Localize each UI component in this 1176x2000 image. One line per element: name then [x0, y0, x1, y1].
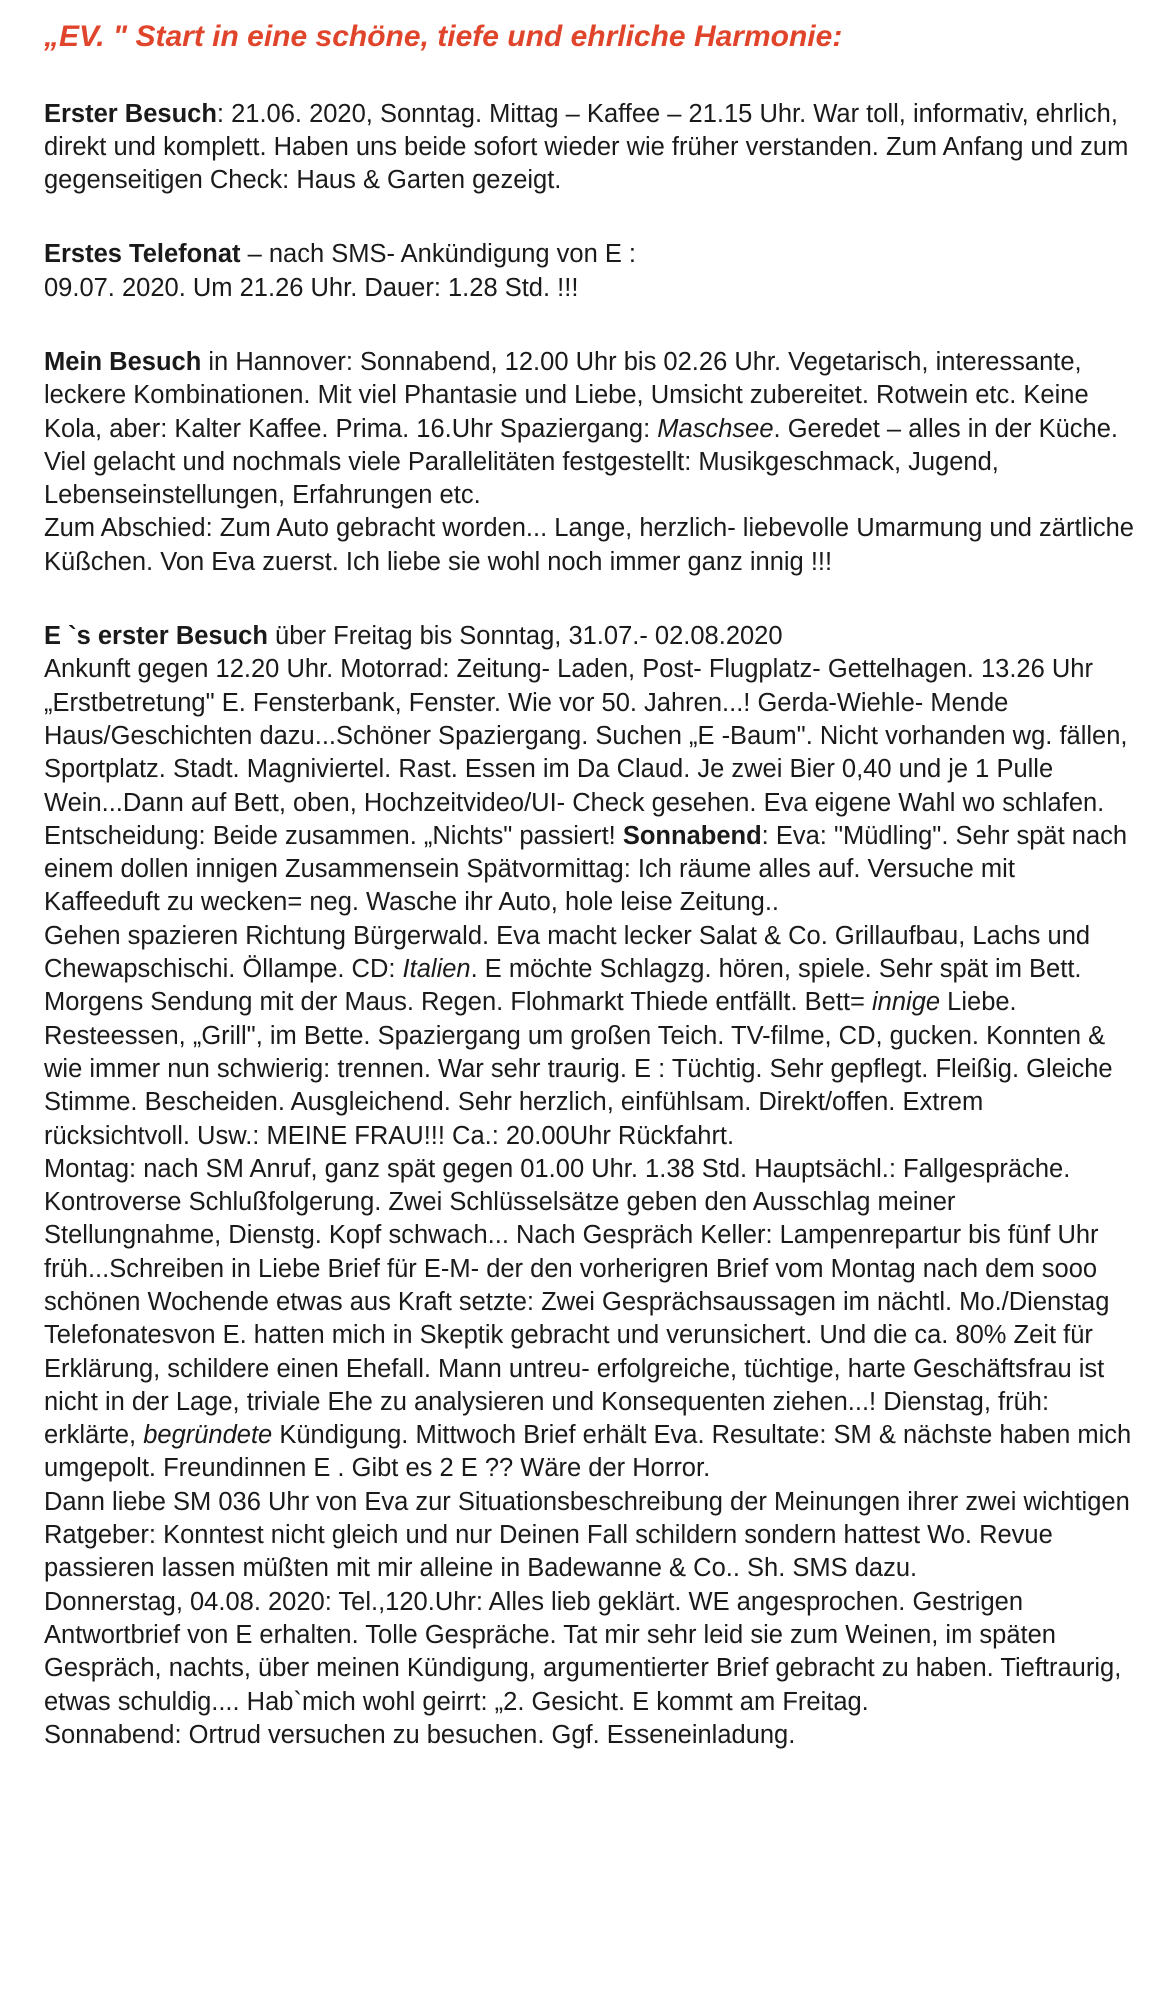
long-visit-paragraph-3 — [44, 1153, 1136, 1486]
long-visit-heading: E `s erster Besuch — [44, 622, 268, 651]
my-visit-text-2: . Geredet – alles in der Küche. Viel gelacht und nochmals viele Parallelitäten festgestellt: Musikgeschmack, Jugend, Lebenseinstellungen, Erfahrungen etc. — [44, 414, 1118, 510]
first-call-heading: Erstes Telefonat — [44, 240, 241, 269]
long-visit-p2-em2: innige — [872, 988, 941, 1017]
long-visit-heading-line — [44, 620, 1136, 653]
document-title: „EV. " Start in eine schöne, tiefe und ehrliche Harmonie: — [44, 20, 843, 53]
long-visit-p3a: Montag: nach SM Anruf, ganz spät gegen 01.00 Uhr. 1.38 Std. Hauptsächl.: Fallgespräche. Kontroverse Schlußfolgerung. Zwei Schlüsselsätze geben den Ausschlag meiner Stellungnahme, Dienstg. Kopf schwach... Nach Gespräch Keller: Lampenrepartur bis fünf Uhr früh...Schreiben in Liebe Brief für E-M- der den vorherigren Brief vom Montag nach dem sooo schönen Wochende etwas aus Kraft setzte: Zwei Gesprächsaussagen im nächtl. Mo./Dienstag Telefonatesvon E. hatten mich in Skeptik gebracht und verunsichert. Und die ca. 80% Zeit für Erklärung, schildere einen Ehefall. Mann untreu- erfolgreiche, tüchtige, harte Geschäftsfrau ist nicht in der Lage, triviale Ehe zu analysieren und Konsequenten ziehen...! Dienstag, früh: erklärte, — [44, 1154, 1110, 1450]
long-visit-p3-em: begründete — [143, 1421, 273, 1450]
long-visit-p2a: Gehen spazieren Richtung Bürgerwald. Eva macht lecker Salat & Co. Grillaufbau, Lachs und Chewapschischi. Öllampe. CD: — [44, 921, 1091, 984]
first-call-date: 09.07. 2020. Um 21.26 Uhr. Dauer: 1.28 Std. !!! — [44, 273, 579, 302]
long-visit-p3b: Kündigung. Mittwoch Brief erhält Eva. Resultate: SM & nächste haben mich umgepolt. Freundinnen E . Gibt es 2 E ?? Wäre der Horror. — [44, 1421, 1132, 1483]
long-visit-paragraph-5: Donnerstag, 04.08. 2020: Tel.,120.Uhr: Alles lieb geklärt. WE angesprochen. Gestrigen Antwortbrief von E erhalten. Tolle Gespräche. Tat mir sehr leid sie zum Weinen, im späten Gespräch, nachts, über meinen Kündigung, argumentierter Brief gebracht zu haben. Tieftraurig, etwas schuldig.... Hab`mich wohl geirrt: „2. Gesicht. E kommt am Freitag. — [44, 1587, 1122, 1716]
first-visit-heading: Erster Besuch — [44, 99, 217, 128]
my-visit-heading: Mein Besuch — [44, 347, 202, 376]
long-visit-paragraph-6: Sonnabend: Ortrud versuchen zu besuchen. Ggf. Esseneinladung. — [44, 1720, 796, 1749]
long-visit-p1-text: Ankunft gegen 12.20 Uhr. Motorrad: Zeitung- Laden, Post- Flugplatz- Gettelhagen. 13.26 Uhr „Erstbetretung" E. Fensterbank, Fenster. Wie vor 50. Jahren...! Gerda-Wiehle- Mende Haus/Geschichten dazu...Schöner Spaziergang. Suchen „E -Baum". Nicht vorhanden wg. fällen, Sportplatz. Stadt. Magniviertel. Rast. Essen im Da Claud. Je zwei Bier 0,40 und je 1 Pulle Wein...Dann auf Bett, oben, Hochzeitvideo/UI- Check gesehen. Eva eigene Wahl wo schlafen. Entscheidung: Beide zusammen. „Nichts" passiert! — [44, 655, 1128, 850]
first-call-text: – nach SMS- Ankündigung von E : — [240, 240, 637, 269]
first-call-paragraph — [44, 238, 1136, 271]
my-visit-paragraph — [44, 346, 1136, 512]
my-visit-text: in Hannover: Sonnabend, 12.00 Uhr bis 02.26 Uhr. Vegetarisch, interessante, leckere Kombinationen. Mit viel Phantasie und Liebe, Umsicht zubereitet. Rotwein etc. Keine Kola, aber: Kalter Kaffee. Prima. 16.Uhr Spaziergang: — [44, 347, 1089, 443]
section-first-visit — [44, 98, 1136, 198]
long-visit-paragraph-1 — [44, 653, 1136, 919]
long-visit-paragraph-4: Dann liebe SM 036 Uhr von Eva zur Situationsbeschreibung der Meinungen ihrer zwei wichtigen Ratgeber: Konntest nicht gleich und nur Deinen Fall schildern sondern hattest Wo. Revue passieren lassen müßten mit mir alleine in Badewanne & Co.. Sh. SMS dazu. — [44, 1487, 1130, 1583]
my-visit-farewell: Zum Abschied: Zum Auto gebracht worden... Lange, herzlich- liebevolle Umarmung und zärtliche Küßchen. Von Eva zuerst. Ich liebe sie wohl noch immer ganz innig !!! — [44, 514, 1134, 576]
long-visit-p1-bold: Sonnabend — [622, 821, 762, 850]
long-visit-dates: über Freitag bis Sonntag, 31.07.- 02.08.2020 — [267, 622, 783, 651]
my-visit-emphasis: Maschsee — [657, 414, 774, 443]
first-visit-paragraph — [44, 98, 1136, 198]
long-visit-paragraph-2 — [44, 920, 1136, 1153]
long-visit-p2c: Liebe. Resteessen, „Grill", im Bette. Spaziergang um großen Teich. TV-filme, CD, gucken. Konnten & wie immer nun schwierig: trennen. War sehr traurig. E : Tüchtig. Sehr gepflegt. Fleißig. Gleiche Stimme. Bescheiden. Ausgleichend. Sehr herzlich, einfühlsam. Direkt/offen. Extrem rücksichtvoll. Usw.: MEINE FRAU!!! Ca.: 20.00Uhr Rückfahrt. — [44, 988, 1113, 1150]
long-visit-p1-rest: : Eva: "Müdling". Sehr spät nach einem dollen innigen Zusammensein Spätvormittag: Ich räume alles auf. Versuche mit Kaffeeduft zu wecken= neg. Wasche ihr Auto, hole leise Zeitung.. — [44, 821, 1128, 917]
section-long-visit — [44, 620, 1136, 1752]
first-visit-text: : 21.06. 2020, Sonntag. Mittag – Kaffee – 21.15 Uhr. War toll, informativ, ehrlich, direkt und komplett. Haben uns beide sofort wieder wie früher verstanden. Zum Anfang und zum gegenseitigen Check: Haus & Garten gezeigt. — [44, 99, 1129, 195]
section-my-visit — [44, 346, 1136, 579]
long-visit-p2-em: Italien — [402, 955, 471, 984]
long-visit-p2b: . E möchte Schlagzg. hören, spiele. Sehr spät im Bett. Morgens Sendung mit der Maus. Regen. Flohmarkt Thiede entfällt. Bett= — [44, 955, 1082, 1017]
section-first-call — [44, 238, 1136, 305]
